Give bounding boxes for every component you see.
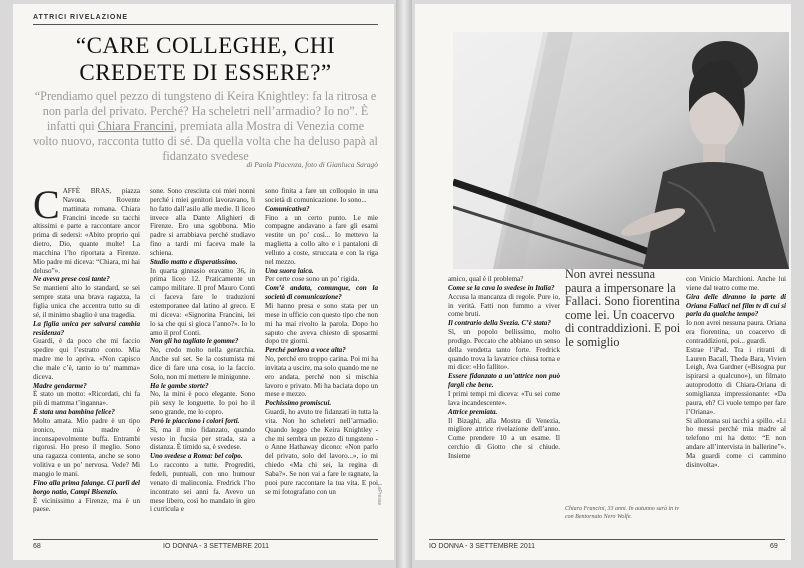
body-paragraph: Si allontana sui tacchi a spillo. «Li ho messi perché mia madre al telefono mi ha detto: “E non andare all’intervista in ballerine”». Ma guardi come ci cammino disinvolta».: [686, 416, 786, 469]
body-paragraph: Per certe cose sono un po’ rigida.: [265, 275, 360, 284]
footer-rule: [429, 539, 785, 540]
left-page: [13, 4, 394, 560]
magazine-spine: [396, 0, 412, 568]
body-column-1: [33, 182, 140, 514]
body-paragraph: sono finita a fare un colloquio in una società di comunicazione. Io sono...: [265, 187, 378, 204]
body-paragraph: Sì, ma il mio fidanzato, quando vesto in fucsia per strada, sta a distanza. È timido sa, è svedese.: [150, 425, 255, 452]
photo-credit: LaPresse: [376, 484, 382, 506]
interview-question: Essere fidanzato a un’attrice non può farglì che bene.: [448, 372, 560, 390]
drop-cap: C: [33, 182, 60, 227]
photo-caption: Chiara Francini, 33 anni. In autunno sarà in tv con Bentornato Nero Wolfe.: [565, 506, 679, 520]
body-paragraph: amico, qual è il problema?: [448, 275, 524, 283]
body-paragraph: No, la mini è poco elegante. Sono più sexy le longuette. Io poi ho il seno grande, me lo copro.: [150, 390, 255, 417]
body-paragraph: È stato un motto: «Ricordati, chi fa più di mamma t’inganna».: [33, 390, 140, 408]
body-paragraph: I primi tempi mi diceva: «Tu sei come lava incandescente».: [448, 389, 560, 407]
body-paragraph: Sì, un popolo bellissimo, molto prodigo. Peccato che abbiano un senso della vendetta tanto forte. Fredrick quando trova la lavatrice chiusa torna e mi dice: «Ho fallito».: [448, 328, 560, 372]
deck-part-2: , premiata alla Mostra di Venezia come volto nuovo, racconta tutto di sé. Da quella volta che ha deluso papà al fidanzato svedese: [33, 119, 378, 163]
interview-question: Studio matto e disperatissimo.: [150, 257, 238, 266]
page-number: 69: [770, 543, 778, 550]
section-label: ATTRICI RIVELAZIONE: [33, 14, 129, 21]
interview-question: Fino alla prima falange. Ci parli del borgo natio, Campi Bisenzio.: [33, 478, 140, 496]
body-paragraph: sone. Sono cresciuta coi miei nonni perché i miei genitori lavoravano, li ho fatto dall’asilo alle medie. Il liceo invece alla Dante Alighieri di Firenze. Ero una sgobbona. Mio padre si arrabbiava perché studiavo fino a tardi mi faceva male la schiena.: [150, 187, 255, 257]
interview-question: Ne aveva prese così tante?: [33, 275, 110, 284]
interview-question: Comunicativa?: [265, 204, 310, 213]
folio-text: IO DONNA - 3 SETTEMBRE 2011: [163, 543, 270, 550]
interview-question: Com’è andata, comunque, con la società di comunicazione?: [265, 284, 378, 302]
footer-rule: [33, 539, 378, 540]
body-paragraph: No, credo molto nella gerarchia. Anche sul set. Se la costumista mi dice di fare una cosa, io la faccio. Solo, non mi mettere le minigonne.: [150, 346, 255, 381]
interview-question: Una suora laica.: [265, 266, 314, 275]
interview-question: Il contrario della Svezia. C’è stata?: [448, 319, 551, 328]
column-1-text: [33, 182, 140, 514]
interview-question: Attrice premiata.: [448, 407, 498, 416]
deck-part-1: “Prendiamo quel pezzo di tungsteno di Keira Knightley: fa la ritrosa e non parla del privato. Perché? Ha scheletri nell’armadio? Io no”. È infatti qui: [34, 89, 377, 133]
right-page: [415, 4, 791, 560]
body-paragraph: Accusa la mancanza di regole. Pure io, in verità. Fatti non fummo a viver come bruti.: [448, 292, 560, 319]
interview-question: Ha le gambe storte?: [150, 381, 209, 390]
section-rule: [33, 24, 378, 25]
interview-question: Gira delle diranno la parte di Oriana Fallaci nel film tv di cui si parla da qualche tempo?: [686, 292, 786, 319]
interview-question: Pochissimo promiscui.: [265, 399, 332, 408]
body-column-3: [265, 187, 378, 497]
page-number: 68: [33, 543, 41, 550]
body-paragraph: con Vinicio Marchioni. Anche lui viene dal teatro come me.: [686, 275, 786, 292]
portrait-illustration: [453, 32, 789, 269]
interview-question: Però le piacciono i colori forti.: [150, 416, 240, 425]
folio-text: IO DONNA - 3 SETTEMBRE 2011: [429, 543, 536, 550]
body-paragraph: Il Bizaghi, alla Mostra di Venezia, migliore attrice rivelazione dell’anno. Come prendere 10 a un esame. Il cerchio di Giotto che si chiude. Insieme: [448, 416, 560, 460]
body-paragraph: No, perché ero troppo carina. Poi mi ha invitata a uscire, ma solo quando me ne ero andata, perché non si mischia lavoro e privato. Mi ha baciata dopo un mese e mezzo.: [265, 355, 378, 399]
interview-question: Madre gendarme?: [33, 381, 87, 390]
body-paragraph: AFFÈ BRAS, piazza Navona. Rovente mattinata romana. Chiara Francini incede su tacchi altissimi e parte a raccontare ancor prima di sedersi: «Abito proprio qui dietro, Dio, quante multe! La macchina l’ho riportata a Firenze. Mio padre mi diceva: “Chiara, mi hai deluso”».: [33, 187, 140, 275]
body-paragraph: Guardi, è da poco che mi faccio spedire qui l’estratto conto. Mia madre me lo apriva. «Non capisco che male c’è, tanto io tu’ mamma» diceva.: [33, 337, 140, 381]
pull-quote: Non avrei nessuna paura a impersonare la Fallaci. Sono fiorentina come lei. Un coacervo di contraddizioni. E poi le somiglio: [565, 267, 681, 349]
interview-question: Non gli ha tagliato le gomme?: [150, 337, 239, 346]
body-paragraph: Molto amata. Mio padre è un tipo ironico, mia madre è inconsapevolmente buffa. Entrambi rigorosi. Ho preso il meglio. Sono una ragazza contenta, anche se sono volitiva e un po’ nervosa. Vede? Mi mangio le mani.: [33, 416, 140, 478]
interview-question: Uno svedese a Roma: bel colpo.: [150, 452, 243, 461]
body-paragraph: Se mantieni alto lo standard, se sei sempre stata una brava ragazza, la figlia unica che accentra tutto su di sé, il minimo sbaglio è una tragedia.: [33, 284, 140, 319]
body-paragraph: Guardi, ho avuto tre fidanzati in tutta la vita. Non ho scheletri nell’armadio. Quando leggo che Keira Knightley - che mi sembra un pezzo di tungsteno - o Anne Hathaway dicono: «Non parlo del privato, solo del lavoro...», io mi chiedo «Ma chi sei, la regina di Saba?». Se non vai a fare le ragnate, la puoi pure raccontare la tua vita. E poi se mi fotografano con un: [265, 408, 378, 496]
interview-question: La figlia unica per salvarsi cambia residenza?: [33, 319, 140, 337]
body-paragraph: Fino a un certo punto. Le mie compagne andavano a fare gli esami vestite un po’ così... Io mettevo la maglietta a collo alto e i pantaloni di velluto a coste, struccata e con la riga nel mezzo.: [265, 213, 378, 266]
deck-name-highlight: Chiara Francini: [97, 119, 174, 133]
right-body-column-1: [448, 275, 560, 461]
portrait-photo: [453, 32, 789, 269]
body-column-2: [150, 187, 255, 514]
byline: di Paola Piacenza, foto di Gianluca Saragò: [246, 160, 378, 169]
body-paragraph: Lo racconto a tutte. Progrediti, fedeli, puntuali, con uno humour venato di malinconia. Fredrick l’ho incontrato sei anni fa. Avevo un mese libero, così ho mandato in giro i curricula e: [150, 461, 255, 514]
right-body-column-3: [686, 275, 786, 470]
interview-question: Perché parlava a voce alta?: [265, 346, 346, 355]
interview-question: Come se la cava lo svedese in Italia?: [448, 283, 555, 292]
headline: “CARE COLLEGHE, CHI CREDETE DI ESSERE?”: [75, 33, 336, 85]
body-paragraph: Io non avrei nessuna paura. Oriana era fiorentina, un coacervo di contraddizioni, poi... guardi.: [686, 319, 786, 345]
deck: [33, 89, 378, 164]
interview-question: È stata una bambina felice?: [33, 408, 115, 417]
body-paragraph: Estrae l’iPad. Tra i ritratti di Lauren Bacall, Theda Bara, Vivien Leigh, Ava Gardner («Bisogna pur ispirarsi a qualcuno»), un filmato autoprodotto di Chiara-Oriana di somiglianza impressionante: «Da paura, eh? Ci vuole tempo per fare l’Oriana».: [686, 345, 786, 416]
body-paragraph: È vicinissimo a Firenze, ma è un paese.: [33, 496, 140, 514]
body-paragraph: In quarta ginnasio eravamo 36, in prima liceo 12. Praticamente un campo militare. Il prof Mauro Conti ci faceva fare le traduzioni estemporanee dal latino al greco. E mi diceva: «Signorina Francini, lei lo sa che qui si gioca l’anno?». Io lo amo il prof Conti.: [150, 266, 255, 337]
body-paragraph: Mi hanno presa e sono stata per un mese in ufficio con questo tipo che non mi ha mai rivolto la parola. Dopo ho saputo che aveva chiesto di sposarmi dopo tre giorni.: [265, 301, 378, 346]
